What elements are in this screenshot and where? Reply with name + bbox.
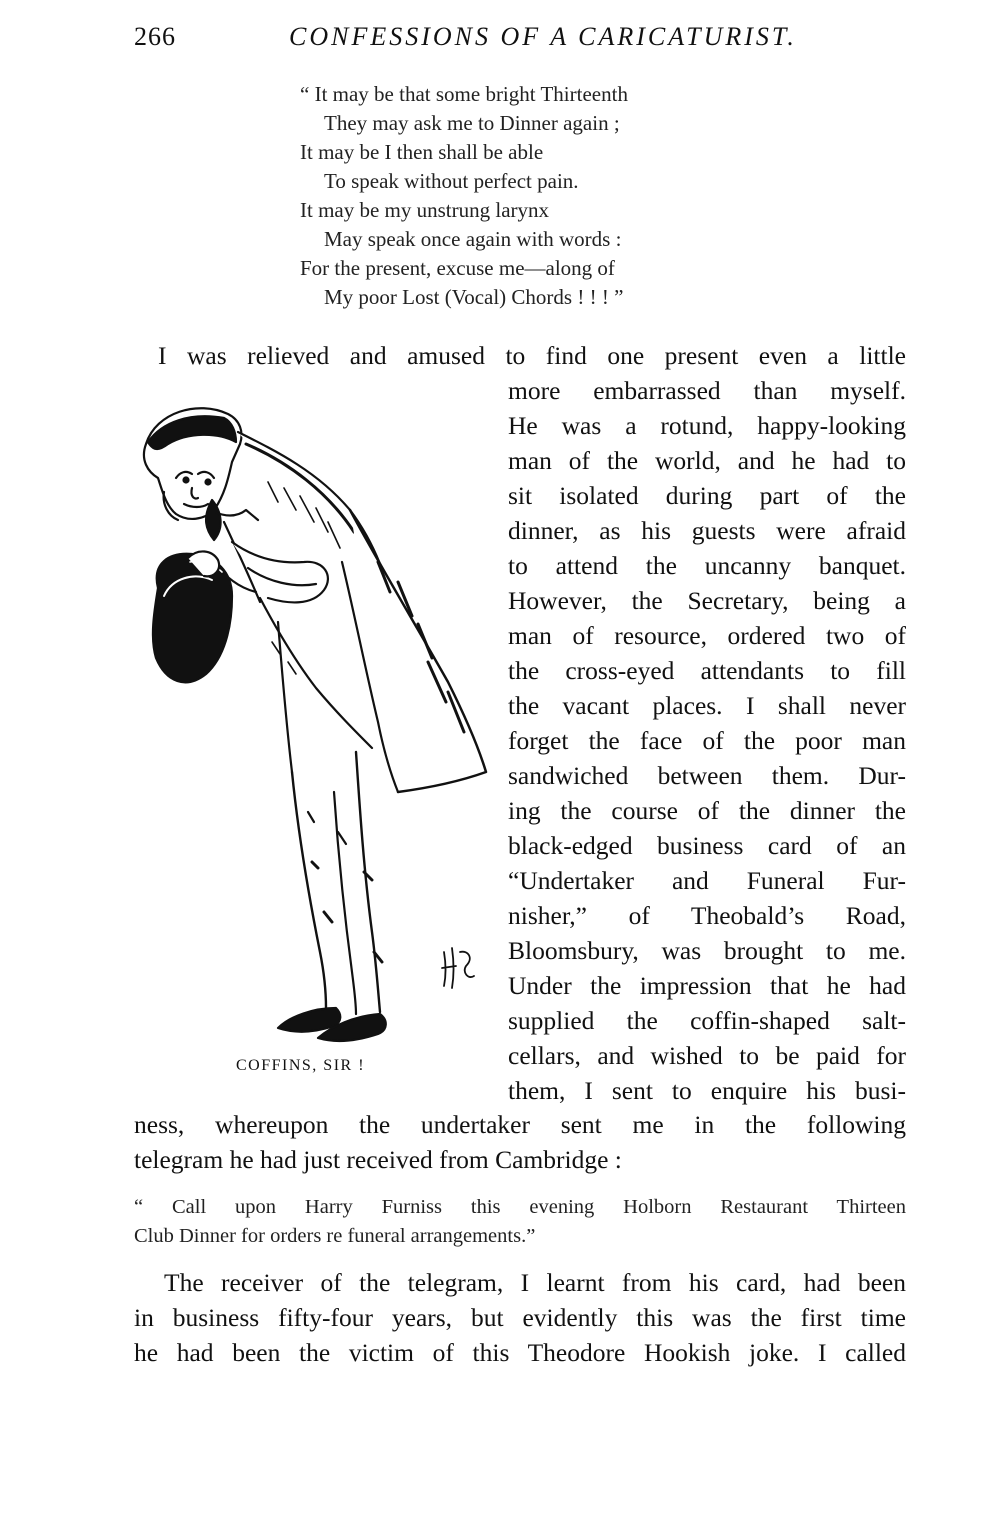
poem-stanza bbox=[300, 80, 760, 312]
text-line: I was relieved and amused to find one present even a little bbox=[158, 341, 906, 370]
page-header bbox=[134, 22, 906, 62]
paragraph-2 bbox=[134, 1265, 906, 1370]
paragraph-1-first-line bbox=[134, 338, 906, 373]
illustration-caption: COFFINS, SIR ! bbox=[236, 1057, 366, 1074]
text-line: more embarrassed than myself. bbox=[508, 376, 906, 405]
text-line: nisher,” of Theobald’s Road, bbox=[508, 901, 906, 930]
text-line: However, the Secretary, being a bbox=[508, 586, 906, 615]
text-line: The receiver of the telegram, I learnt from his card, had been bbox=[164, 1268, 906, 1297]
text-line: man of resource, ordered two of bbox=[508, 621, 906, 650]
text-line: cellars, and wished to be paid for bbox=[508, 1041, 906, 1070]
text-line: sandwiched between them. Dur- bbox=[508, 761, 906, 790]
text-line: He was a rotund, happy-looking bbox=[508, 411, 906, 440]
text-line: the vacant places. I shall never bbox=[508, 691, 906, 720]
text-line: telegram he had just received from Cambridge : bbox=[134, 1145, 622, 1174]
text-line: supplied the coffin-shaped salt- bbox=[508, 1006, 906, 1035]
page-number: 266 bbox=[134, 22, 176, 51]
text-line: the cross-eyed attendants to fill bbox=[508, 656, 906, 685]
text-line: ness, whereupon the undertaker sent me in the following bbox=[134, 1110, 906, 1139]
poem-line: To speak without perfect pain. bbox=[324, 169, 579, 193]
text-line: them, I sent to enquire his busi- bbox=[508, 1076, 906, 1105]
poem-line: My poor Lost (Vocal) Chords ! ! ! ” bbox=[324, 285, 624, 309]
text-line: black-edged business card of an bbox=[508, 831, 906, 860]
text-line: sit isolated during part of the bbox=[508, 481, 906, 510]
text-line: to attend the uncanny banquet. bbox=[508, 551, 906, 580]
text-line: Under the impression that he had bbox=[508, 971, 906, 1000]
text-line: Bloomsbury, was brought to me. bbox=[508, 936, 906, 965]
poem-line: May speak once again with words : bbox=[324, 227, 622, 251]
paragraph-1-continuation bbox=[134, 1107, 906, 1177]
telegram-quote bbox=[134, 1193, 906, 1251]
paragraph-1-wrapped-text bbox=[508, 373, 906, 1108]
text-line: dinner, as his guests were afraid bbox=[508, 516, 906, 545]
bowing-undertaker-illustration bbox=[128, 392, 500, 1052]
running-title: CONFESSIONS OF A CARICATURIST. bbox=[289, 22, 797, 51]
poem-line: For the present, excuse me—along of bbox=[300, 256, 615, 280]
poem-line: It may be my unstrung larynx bbox=[300, 198, 550, 222]
telegram-line: “ Call upon Harry Furniss this evening Holborn Restaurant Thirteen bbox=[134, 1196, 906, 1218]
telegram-line: Club Dinner for orders re funeral arrangements.” bbox=[134, 1225, 536, 1247]
poem-line: “ It may be that some bright Thirteenth bbox=[300, 82, 628, 106]
text-line: ing the course of the dinner the bbox=[508, 796, 906, 825]
text-line: “Undertaker and Funeral Fur- bbox=[508, 866, 906, 895]
text-line: in business fifty-four years, but evidently this was the first time bbox=[134, 1303, 906, 1332]
text-line: forget the face of the poor man bbox=[508, 726, 906, 755]
text-line: he had been the victim of this Theodore Hookish joke. I called bbox=[134, 1338, 906, 1367]
text-line: man of the world, and he had to bbox=[508, 446, 906, 475]
poem-line: It may be I then shall be able bbox=[300, 140, 544, 164]
poem-line: They may ask me to Dinner again ; bbox=[324, 111, 620, 135]
